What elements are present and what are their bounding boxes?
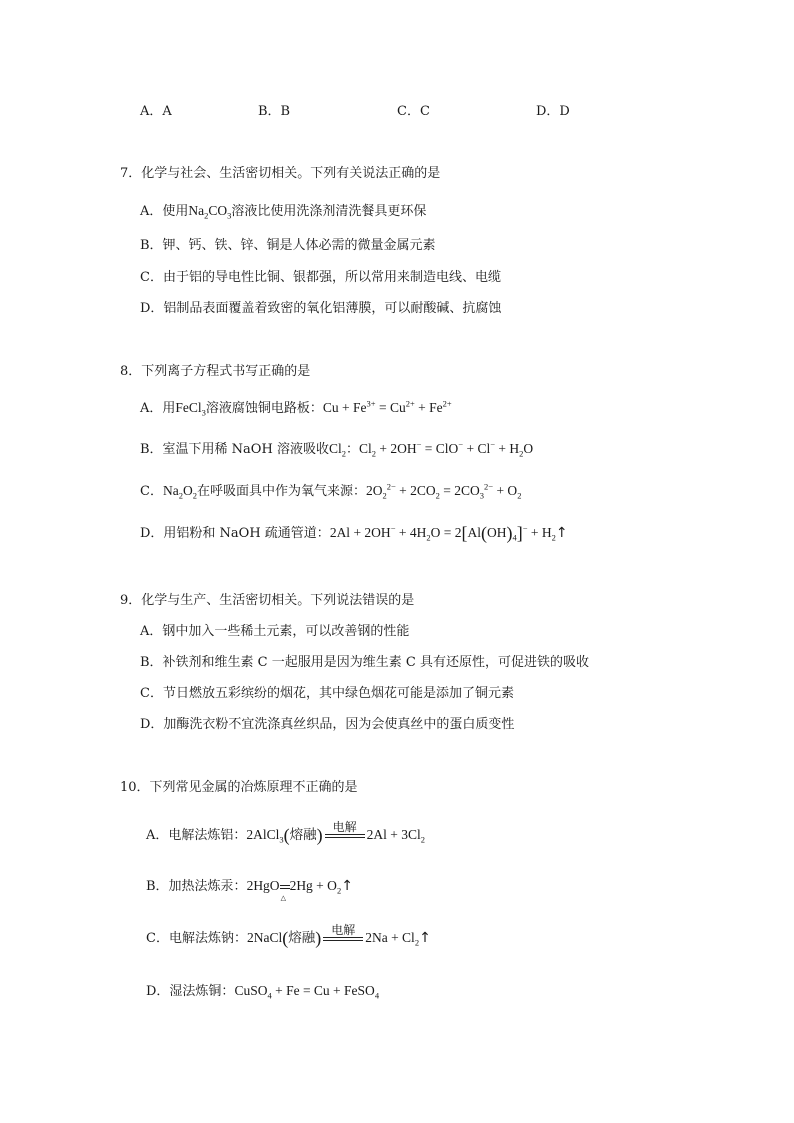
q10-b-prefix: B．加热法炼汞： bbox=[146, 879, 247, 894]
q8-c-reagent: $Na_2O_2$ bbox=[162, 483, 197, 501]
q8-stem: 8．下列离子方程式书写正确的是 bbox=[120, 364, 311, 379]
q10-c-equation: 2NaCl(熔融) 电解 $2Na + Cl_2↑$ bbox=[246, 922, 431, 948]
q8-b-reagent: $Cl_2$ bbox=[328, 441, 346, 459]
q7-a-text: 溶液比使用洗涤剂清洗餐具更环保 bbox=[231, 204, 427, 219]
q9-option-d[interactable]: D．加酶洗衣粉不宜洗涤真丝织品，因为会使真丝中的蛋白质变性 bbox=[140, 717, 515, 732]
q8-a-reagent: FeCl$_3$ bbox=[175, 400, 206, 418]
q7-option-d[interactable]: D．铝制品表面覆盖着致密的氧化铝薄膜，可以耐酸碱、抗腐蚀 bbox=[140, 301, 502, 316]
q8-option-c[interactable] bbox=[140, 482, 521, 501]
q8-b-equation: $Cl_2 + 2OH^- = ClO^- + Cl^- + H_2O$ bbox=[358, 439, 534, 459]
q10-d-equation: CuSO$_4$ + Fe = Cu + FeSO$_4$ bbox=[234, 983, 380, 1001]
q7-a-formula: $Na_2CO_3$ bbox=[188, 203, 232, 221]
q8-d-equation: $2Al + 2OH^- + 4H_2O = 2[Al(OH)_4]^-$ + $H_2↑$ bbox=[329, 523, 568, 543]
q7-a-prefix: A．使用 bbox=[140, 204, 189, 219]
q10-option-a[interactable] bbox=[146, 819, 426, 845]
q10-stem: 10．下列常见金属的冶炼原理不正确的是 bbox=[120, 780, 358, 795]
q8-option-d[interactable] bbox=[140, 524, 568, 543]
q10-d-prefix: D．湿法炼铜： bbox=[146, 984, 235, 999]
q10-b-equation: 2HgO △ $2Hg + O_2↑$ bbox=[246, 878, 353, 902]
q10-c-prefix: C．电解法炼钠： bbox=[146, 931, 247, 946]
q8-d-prefix: D．用铝粉和 NaOH 疏通管道： bbox=[140, 526, 330, 541]
heat-condition: △ bbox=[280, 885, 290, 889]
q8-b-colon: ： bbox=[345, 442, 359, 457]
q6-option-c[interactable]: C．C bbox=[397, 104, 430, 119]
q8-c-equation: $2O_2^{2-} + 2CO_2 = 2CO_3^{2-} + O_2$ bbox=[365, 481, 522, 501]
q10-option-d[interactable] bbox=[146, 982, 379, 1001]
q10-a-equation: 2AlCl$_3$(熔融) 电解 $2Al + 3Cl_2$ bbox=[246, 819, 426, 845]
q10-option-b[interactable] bbox=[146, 877, 353, 902]
q8-a-text: 溶液腐蚀铜电路板： bbox=[205, 401, 323, 416]
q8-a-equation: $Cu + Fe^{3+} = Cu^{2+} + Fe^{2+}$ bbox=[322, 398, 452, 415]
electrolysis-condition: 电解 bbox=[325, 834, 365, 838]
q7-option-b[interactable]: B．钾、钙、铁、锌、铜是人体必需的微量金属元素 bbox=[140, 238, 436, 253]
q7-option-a[interactable] bbox=[140, 202, 426, 221]
q8-c-text: 在呼吸面具中作为氧气来源： bbox=[196, 484, 366, 499]
q7-stem: 7．化学与社会、生活密切相关。下列有关说法正确的是 bbox=[120, 166, 441, 181]
q8-option-a[interactable] bbox=[140, 399, 452, 418]
q9-option-b[interactable]: B．补铁剂和维生素 C 一起服用是因为维生素 C 具有还原性，可促进铁的吸收 bbox=[140, 655, 589, 670]
q8-option-b[interactable] bbox=[140, 440, 533, 459]
q10-a-prefix: A．电解法炼铝： bbox=[146, 828, 247, 843]
electrolysis-condition: 电解 bbox=[323, 937, 363, 941]
q6-option-d[interactable]: D．D bbox=[536, 104, 570, 119]
q8-b-prefix: B．室温下用稀 NaOH 溶液吸收 bbox=[140, 442, 329, 457]
q8-c-prefix: C． bbox=[140, 484, 163, 499]
q10-option-c[interactable] bbox=[146, 922, 431, 948]
q8-a-prefix: A．用 bbox=[140, 401, 176, 416]
q6-option-b[interactable]: B．B bbox=[258, 104, 291, 119]
q9-option-a[interactable]: A．钢中加入一些稀土元素，可以改善钢的性能 bbox=[140, 624, 410, 639]
q9-option-c[interactable]: C．节日燃放五彩缤纷的烟花，其中绿色烟花可能是添加了铜元素 bbox=[140, 686, 514, 701]
q7-option-c[interactable]: C．由于铝的导电性比铜、银都强，所以常用来制造电线、电缆 bbox=[140, 270, 501, 285]
q6-option-a[interactable]: A．A bbox=[140, 104, 172, 119]
q9-stem: 9．化学与生产、生活密切相关。下列说法错误的是 bbox=[120, 593, 415, 608]
